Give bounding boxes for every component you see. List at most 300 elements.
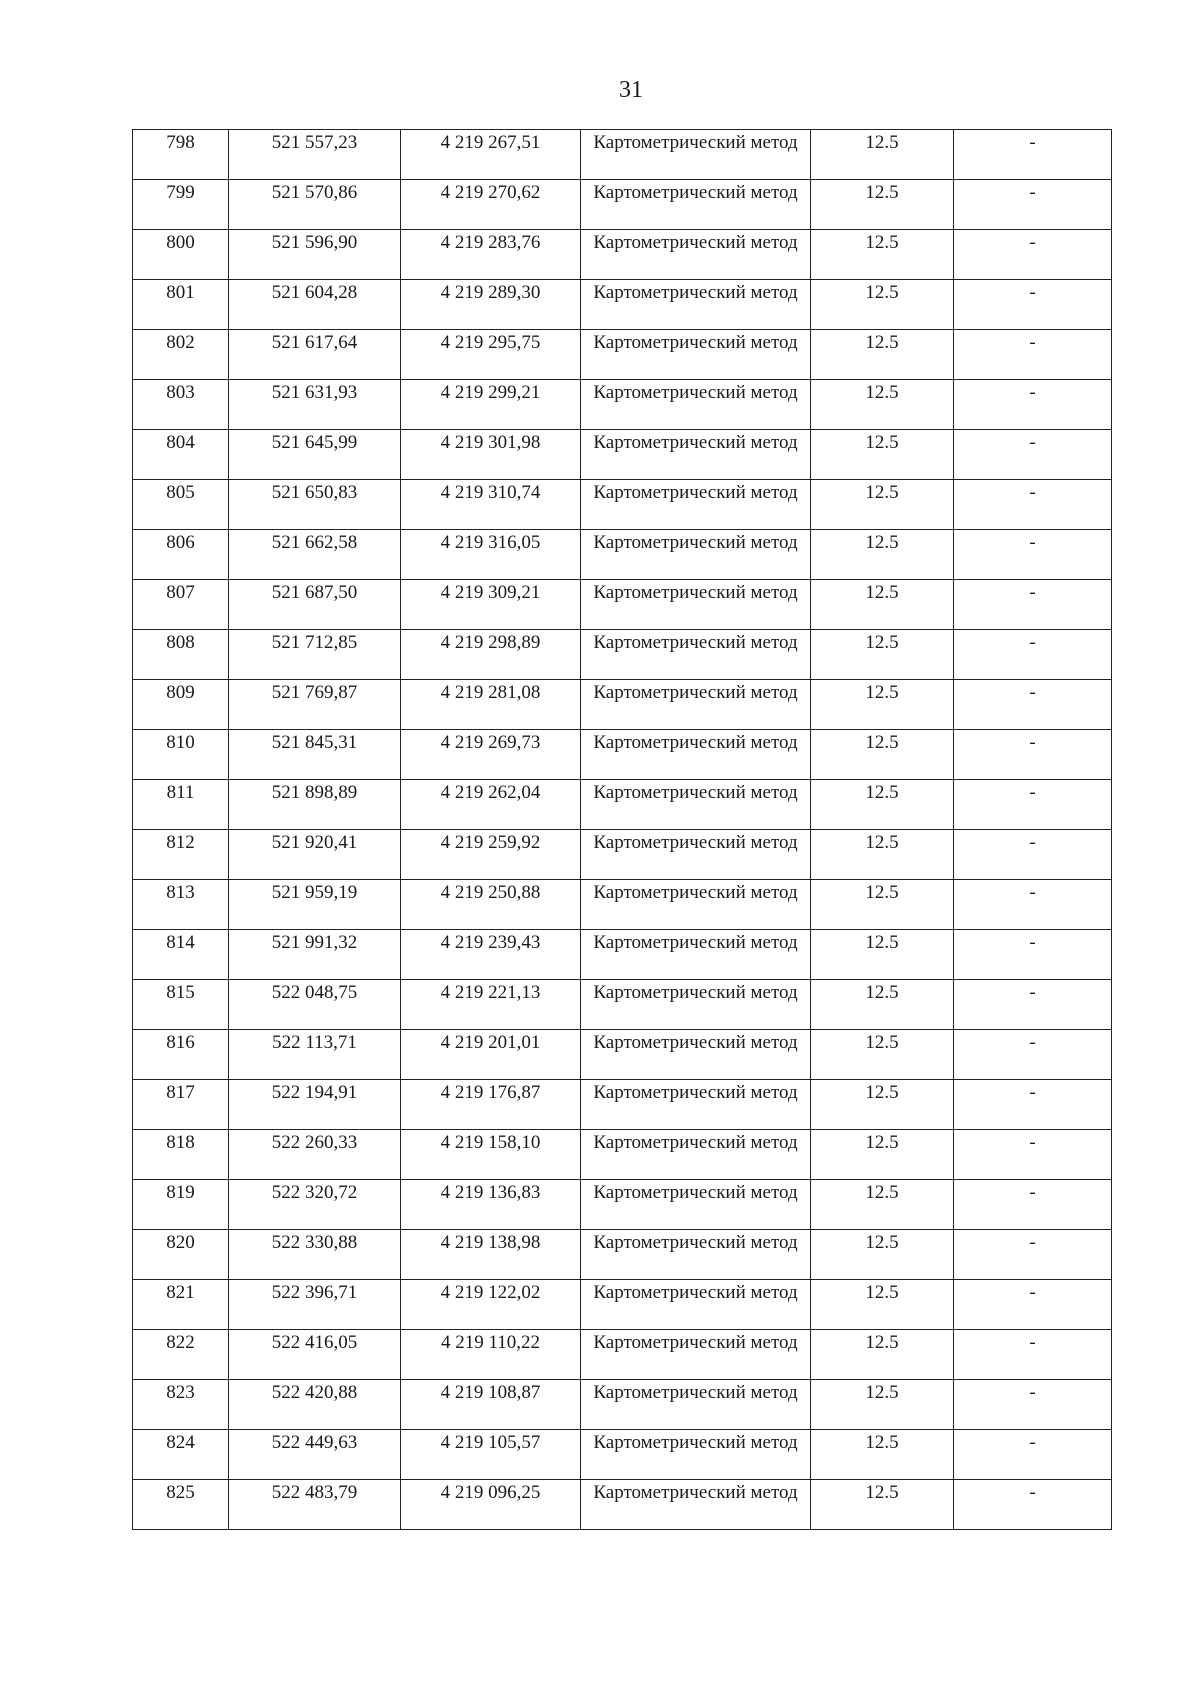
description-cell: [954, 1380, 1112, 1430]
accuracy-cell-text: 12.5: [865, 232, 899, 253]
method-cell: [581, 130, 811, 180]
accuracy-cell: [811, 130, 954, 180]
point-number-cell-text: 825: [166, 1482, 195, 1503]
point-number-cell-text: 819: [166, 1182, 195, 1203]
x-coordinate-cell-text: 521 650,83: [271, 482, 358, 503]
point-number-cell-text: 798: [166, 132, 195, 153]
x-coordinate-cell: [229, 130, 401, 180]
point-number-cell-text: 824: [166, 1432, 195, 1453]
method-cell-text: Картометрический метод: [593, 1132, 798, 1153]
method-cell: [581, 1480, 811, 1530]
description-cell-text: -: [1029, 1032, 1036, 1053]
method-cell: [581, 1080, 811, 1130]
table-row: [133, 680, 1112, 730]
description-cell-text: -: [1029, 1182, 1036, 1203]
description-cell: [954, 280, 1112, 330]
y-coordinate-cell: [401, 130, 581, 180]
y-coordinate-cell-text: 4 219 298,89: [440, 632, 541, 653]
point-number-cell-text: 818: [166, 1132, 195, 1153]
accuracy-cell-text: 12.5: [865, 1082, 899, 1103]
x-coordinate-cell-text: 521 712,85: [271, 632, 358, 653]
point-number-cell: [133, 180, 229, 230]
description-cell: [954, 530, 1112, 580]
point-number-cell: [133, 730, 229, 780]
method-cell: [581, 180, 811, 230]
table-row: [133, 1180, 1112, 1230]
method-cell: [581, 730, 811, 780]
method-cell: [581, 1130, 811, 1180]
accuracy-cell: [811, 180, 954, 230]
accuracy-cell: [811, 1330, 954, 1380]
x-coordinate-cell-text: 521 920,41: [271, 832, 358, 853]
x-coordinate-cell: [229, 680, 401, 730]
point-number-cell: [133, 1480, 229, 1530]
y-coordinate-cell-text: 4 219 309,21: [440, 582, 541, 603]
method-cell-text: Картометрический метод: [593, 1232, 798, 1253]
accuracy-cell-text: 12.5: [865, 532, 899, 553]
method-cell-text: Картометрический метод: [593, 1182, 798, 1203]
method-cell: [581, 480, 811, 530]
method-cell-text: Картометрический метод: [593, 732, 798, 753]
point-number-cell-text: 799: [166, 182, 195, 203]
description-cell-text: -: [1029, 782, 1036, 803]
accuracy-cell: [811, 780, 954, 830]
description-cell-text: -: [1029, 582, 1036, 603]
method-cell: [581, 830, 811, 880]
description-cell: [954, 930, 1112, 980]
accuracy-cell-text: 12.5: [865, 1132, 899, 1153]
table-row: [133, 1480, 1112, 1530]
point-number-cell-text: 801: [166, 282, 195, 303]
accuracy-cell: [811, 1430, 954, 1480]
accuracy-cell: [811, 530, 954, 580]
x-coordinate-cell: [229, 380, 401, 430]
y-coordinate-cell: [401, 980, 581, 1030]
accuracy-cell: [811, 1030, 954, 1080]
description-cell-text: -: [1029, 932, 1036, 953]
y-coordinate-cell-text: 4 219 310,74: [440, 482, 541, 503]
point-number-cell: [133, 1280, 229, 1330]
point-number-cell: [133, 480, 229, 530]
point-number-cell: [133, 580, 229, 630]
y-coordinate-cell-text: 4 219 136,83: [440, 1182, 541, 1203]
y-coordinate-cell-text: 4 219 295,75: [440, 332, 541, 353]
accuracy-cell: [811, 1230, 954, 1280]
description-cell-text: -: [1029, 1432, 1036, 1453]
description-cell-text: -: [1029, 332, 1036, 353]
description-cell-text: -: [1029, 1232, 1036, 1253]
y-coordinate-cell-text: 4 219 270,62: [440, 182, 541, 203]
method-cell: [581, 1280, 811, 1330]
x-coordinate-cell: [229, 1080, 401, 1130]
description-cell: [954, 1280, 1112, 1330]
table-row: [133, 730, 1112, 780]
method-cell-text: Картометрический метод: [593, 1282, 798, 1303]
description-cell-text: -: [1029, 482, 1036, 503]
y-coordinate-cell-text: 4 219 221,13: [440, 982, 541, 1003]
accuracy-cell: [811, 480, 954, 530]
table-row: [133, 980, 1112, 1030]
x-coordinate-cell-text: 522 330,88: [271, 1232, 358, 1253]
point-number-cell: [133, 280, 229, 330]
method-cell: [581, 280, 811, 330]
table-row: [133, 530, 1112, 580]
point-number-cell-text: 803: [166, 382, 195, 403]
accuracy-cell: [811, 330, 954, 380]
method-cell-text: Картометрический метод: [593, 232, 798, 253]
description-cell: [954, 180, 1112, 230]
x-coordinate-cell: [229, 280, 401, 330]
accuracy-cell-text: 12.5: [865, 282, 899, 303]
method-cell: [581, 1430, 811, 1480]
x-coordinate-cell: [229, 630, 401, 680]
method-cell: [581, 680, 811, 730]
y-coordinate-cell: [401, 1230, 581, 1280]
table-row: [133, 130, 1112, 180]
method-cell: [581, 780, 811, 830]
description-cell: [954, 1430, 1112, 1480]
accuracy-cell: [811, 1180, 954, 1230]
y-coordinate-cell: [401, 630, 581, 680]
method-cell-text: Картометрический метод: [593, 1382, 798, 1403]
x-coordinate-cell: [229, 1430, 401, 1480]
accuracy-cell-text: 12.5: [865, 1282, 899, 1303]
y-coordinate-cell: [401, 1330, 581, 1380]
y-coordinate-cell-text: 4 219 250,88: [440, 882, 541, 903]
description-cell-text: -: [1029, 232, 1036, 253]
method-cell: [581, 1230, 811, 1280]
x-coordinate-cell: [229, 1230, 401, 1280]
accuracy-cell-text: 12.5: [865, 882, 899, 903]
method-cell-text: Картометрический метод: [593, 1332, 798, 1353]
description-cell: [954, 1480, 1112, 1530]
method-cell-text: Картометрический метод: [593, 182, 798, 203]
description-cell-text: -: [1029, 282, 1036, 303]
method-cell: [581, 380, 811, 430]
accuracy-cell-text: 12.5: [865, 732, 899, 753]
table-row: [133, 1330, 1112, 1380]
method-cell: [581, 1380, 811, 1430]
accuracy-cell-text: 12.5: [865, 782, 899, 803]
y-coordinate-cell: [401, 830, 581, 880]
point-number-cell: [133, 530, 229, 580]
y-coordinate-cell-text: 4 219 239,43: [440, 932, 541, 953]
description-cell-text: -: [1029, 1082, 1036, 1103]
point-number-cell: [133, 1380, 229, 1430]
description-cell: [954, 1330, 1112, 1380]
description-cell-text: -: [1029, 432, 1036, 453]
accuracy-cell-text: 12.5: [865, 182, 899, 203]
table-row: [133, 1380, 1112, 1430]
x-coordinate-cell-text: 522 396,71: [271, 1282, 358, 1303]
x-coordinate-cell-text: 522 420,88: [271, 1382, 358, 1403]
table-row: [133, 1230, 1112, 1280]
y-coordinate-cell-text: 4 219 105,57: [440, 1432, 541, 1453]
point-number-cell-text: 822: [166, 1332, 195, 1353]
point-number-cell-text: 808: [166, 632, 195, 653]
table-row: [133, 480, 1112, 530]
accuracy-cell: [811, 980, 954, 1030]
point-number-cell-text: 821: [166, 1282, 195, 1303]
y-coordinate-cell-text: 4 219 283,76: [440, 232, 541, 253]
description-cell-text: -: [1029, 732, 1036, 753]
y-coordinate-cell: [401, 580, 581, 630]
description-cell: [954, 1180, 1112, 1230]
description-cell: [954, 1230, 1112, 1280]
method-cell: [581, 230, 811, 280]
method-cell: [581, 980, 811, 1030]
x-coordinate-cell: [229, 980, 401, 1030]
x-coordinate-cell-text: 521 687,50: [271, 582, 358, 603]
method-cell-text: Картометрический метод: [593, 782, 798, 803]
method-cell-text: Картометрический метод: [593, 982, 798, 1003]
accuracy-cell-text: 12.5: [865, 832, 899, 853]
point-number-cell-text: 814: [166, 932, 195, 953]
y-coordinate-cell-text: 4 219 316,05: [440, 532, 541, 553]
x-coordinate-cell: [229, 1480, 401, 1530]
method-cell: [581, 1180, 811, 1230]
accuracy-cell-text: 12.5: [865, 982, 899, 1003]
x-coordinate-cell-text: 521 959,19: [271, 882, 358, 903]
accuracy-cell-text: 12.5: [865, 632, 899, 653]
point-number-cell: [133, 1180, 229, 1230]
description-cell-text: -: [1029, 632, 1036, 653]
x-coordinate-cell-text: 521 898,89: [271, 782, 358, 803]
y-coordinate-cell-text: 4 219 299,21: [440, 382, 541, 403]
y-coordinate-cell: [401, 1380, 581, 1430]
description-cell: [954, 1080, 1112, 1130]
y-coordinate-cell: [401, 330, 581, 380]
point-number-cell-text: 806: [166, 532, 195, 553]
method-cell: [581, 580, 811, 630]
y-coordinate-cell: [401, 1030, 581, 1080]
y-coordinate-cell-text: 4 219 289,30: [440, 282, 541, 303]
accuracy-cell-text: 12.5: [865, 332, 899, 353]
x-coordinate-cell-text: 521 645,99: [271, 432, 358, 453]
description-cell-text: -: [1029, 382, 1036, 403]
x-coordinate-cell: [229, 1280, 401, 1330]
point-number-cell-text: 813: [166, 882, 195, 903]
y-coordinate-cell-text: 4 219 262,04: [440, 782, 541, 803]
table-row: [133, 430, 1112, 480]
x-coordinate-cell-text: 521 557,23: [271, 132, 358, 153]
y-coordinate-cell: [401, 430, 581, 480]
y-coordinate-cell: [401, 530, 581, 580]
method-cell-text: Картометрический метод: [593, 832, 798, 853]
method-cell-text: Картометрический метод: [593, 482, 798, 503]
x-coordinate-cell: [229, 830, 401, 880]
accuracy-cell-text: 12.5: [865, 432, 899, 453]
accuracy-cell: [811, 280, 954, 330]
description-cell-text: -: [1029, 1482, 1036, 1503]
accuracy-cell-text: 12.5: [865, 1232, 899, 1253]
description-cell-text: -: [1029, 132, 1036, 153]
x-coordinate-cell-text: 521 631,93: [271, 382, 358, 403]
point-number-cell-text: 823: [166, 1382, 195, 1403]
method-cell: [581, 880, 811, 930]
method-cell-text: Картометрический метод: [593, 1082, 798, 1103]
accuracy-cell-text: 12.5: [865, 1032, 899, 1053]
point-number-cell: [133, 780, 229, 830]
accuracy-cell: [811, 1080, 954, 1130]
method-cell: [581, 430, 811, 480]
table-row: [133, 1130, 1112, 1180]
accuracy-cell: [811, 1130, 954, 1180]
point-number-cell: [133, 980, 229, 1030]
description-cell-text: -: [1029, 1382, 1036, 1403]
y-coordinate-cell-text: 4 219 259,92: [440, 832, 541, 853]
description-cell-text: -: [1029, 1332, 1036, 1353]
point-number-cell: [133, 330, 229, 380]
point-number-cell-text: 809: [166, 682, 195, 703]
accuracy-cell-text: 12.5: [865, 1432, 899, 1453]
method-cell: [581, 1330, 811, 1380]
y-coordinate-cell-text: 4 219 110,22: [440, 1332, 541, 1353]
y-coordinate-cell: [401, 730, 581, 780]
x-coordinate-cell-text: 521 845,31: [271, 732, 358, 753]
y-coordinate-cell: [401, 1480, 581, 1530]
accuracy-cell: [811, 430, 954, 480]
y-coordinate-cell-text: 4 219 281,08: [440, 682, 541, 703]
y-coordinate-cell-text: 4 219 269,73: [440, 732, 541, 753]
x-coordinate-cell-text: 521 662,58: [271, 532, 358, 553]
x-coordinate-cell-text: 522 260,33: [271, 1132, 358, 1153]
y-coordinate-cell-text: 4 219 138,98: [440, 1232, 541, 1253]
accuracy-cell: [811, 630, 954, 680]
x-coordinate-cell-text: 522 048,75: [271, 982, 358, 1003]
x-coordinate-cell: [229, 1030, 401, 1080]
accuracy-cell-text: 12.5: [865, 132, 899, 153]
point-number-cell-text: 804: [166, 432, 195, 453]
y-coordinate-cell: [401, 1280, 581, 1330]
table-row: [133, 580, 1112, 630]
accuracy-cell: [811, 680, 954, 730]
y-coordinate-cell-text: 4 219 096,25: [440, 1482, 541, 1503]
x-coordinate-cell-text: 521 570,86: [271, 182, 358, 203]
x-coordinate-cell: [229, 780, 401, 830]
x-coordinate-cell: [229, 480, 401, 530]
point-number-cell-text: 811: [166, 782, 195, 803]
table-row: [133, 930, 1112, 980]
accuracy-cell-text: 12.5: [865, 1382, 899, 1403]
x-coordinate-cell-text: 522 483,79: [271, 1482, 358, 1503]
table-row: [133, 330, 1112, 380]
point-number-cell: [133, 680, 229, 730]
description-cell: [954, 880, 1112, 930]
x-coordinate-cell: [229, 1380, 401, 1430]
accuracy-cell: [811, 580, 954, 630]
accuracy-cell-text: 12.5: [865, 1332, 899, 1353]
x-coordinate-cell: [229, 930, 401, 980]
accuracy-cell: [811, 830, 954, 880]
accuracy-cell-text: 12.5: [865, 1482, 899, 1503]
method-cell-text: Картометрический метод: [593, 1032, 798, 1053]
accuracy-cell: [811, 1280, 954, 1330]
description-cell: [954, 430, 1112, 480]
description-cell-text: -: [1029, 882, 1036, 903]
accuracy-cell-text: 12.5: [865, 1182, 899, 1203]
description-cell: [954, 680, 1112, 730]
point-number-cell: [133, 1130, 229, 1180]
point-number-cell: [133, 130, 229, 180]
x-coordinate-cell: [229, 530, 401, 580]
table-row: [133, 630, 1112, 680]
accuracy-cell: [811, 380, 954, 430]
method-cell-text: Картометрический метод: [593, 1432, 798, 1453]
table-row: [133, 230, 1112, 280]
y-coordinate-cell: [401, 880, 581, 930]
y-coordinate-cell: [401, 230, 581, 280]
description-cell: [954, 330, 1112, 380]
x-coordinate-cell: [229, 230, 401, 280]
table-row: [133, 830, 1112, 880]
point-number-cell: [133, 1430, 229, 1480]
y-coordinate-cell-text: 4 219 176,87: [440, 1082, 541, 1103]
y-coordinate-cell-text: 4 219 201,01: [440, 1032, 541, 1053]
x-coordinate-cell-text: 521 991,32: [271, 932, 358, 953]
description-cell: [954, 480, 1112, 530]
x-coordinate-cell: [229, 880, 401, 930]
accuracy-cell: [811, 880, 954, 930]
y-coordinate-cell: [401, 180, 581, 230]
x-coordinate-cell-text: 521 617,64: [271, 332, 358, 353]
point-number-cell-text: 816: [166, 1032, 195, 1053]
method-cell-text: Картометрический метод: [593, 332, 798, 353]
x-coordinate-cell: [229, 580, 401, 630]
description-cell-text: -: [1029, 1132, 1036, 1153]
point-number-cell: [133, 880, 229, 930]
description-cell: [954, 780, 1112, 830]
y-coordinate-cell: [401, 1430, 581, 1480]
table-row: [133, 880, 1112, 930]
method-cell-text: Картометрический метод: [593, 582, 798, 603]
description-cell: [954, 830, 1112, 880]
description-cell: [954, 1030, 1112, 1080]
coordinates-table-body: [133, 130, 1112, 1530]
description-cell: [954, 1130, 1112, 1180]
point-number-cell-text: 807: [166, 582, 195, 603]
accuracy-cell-text: 12.5: [865, 482, 899, 503]
method-cell: [581, 630, 811, 680]
method-cell-text: Картометрический метод: [593, 382, 798, 403]
method-cell: [581, 330, 811, 380]
y-coordinate-cell-text: 4 219 301,98: [440, 432, 541, 453]
point-number-cell: [133, 1230, 229, 1280]
point-number-cell-text: 805: [166, 482, 195, 503]
x-coordinate-cell: [229, 330, 401, 380]
method-cell: [581, 1030, 811, 1080]
y-coordinate-cell-text: 4 219 158,10: [440, 1132, 541, 1153]
table-row: [133, 1280, 1112, 1330]
coordinates-table: [132, 129, 1112, 1530]
y-coordinate-cell: [401, 480, 581, 530]
description-cell: [954, 730, 1112, 780]
table-row: [133, 280, 1112, 330]
description-cell: [954, 130, 1112, 180]
method-cell-text: Картометрический метод: [593, 632, 798, 653]
description-cell-text: -: [1029, 982, 1036, 1003]
y-coordinate-cell-text: 4 219 122,02: [440, 1282, 541, 1303]
point-number-cell: [133, 430, 229, 480]
y-coordinate-cell-text: 4 219 267,51: [440, 132, 541, 153]
point-number-cell: [133, 630, 229, 680]
table-row: [133, 780, 1112, 830]
x-coordinate-cell-text: 521 604,28: [271, 282, 358, 303]
method-cell-text: Картометрический метод: [593, 1482, 798, 1503]
method-cell-text: Картометрический метод: [593, 882, 798, 903]
page-number: 31: [619, 77, 643, 103]
accuracy-cell-text: 12.5: [865, 932, 899, 953]
